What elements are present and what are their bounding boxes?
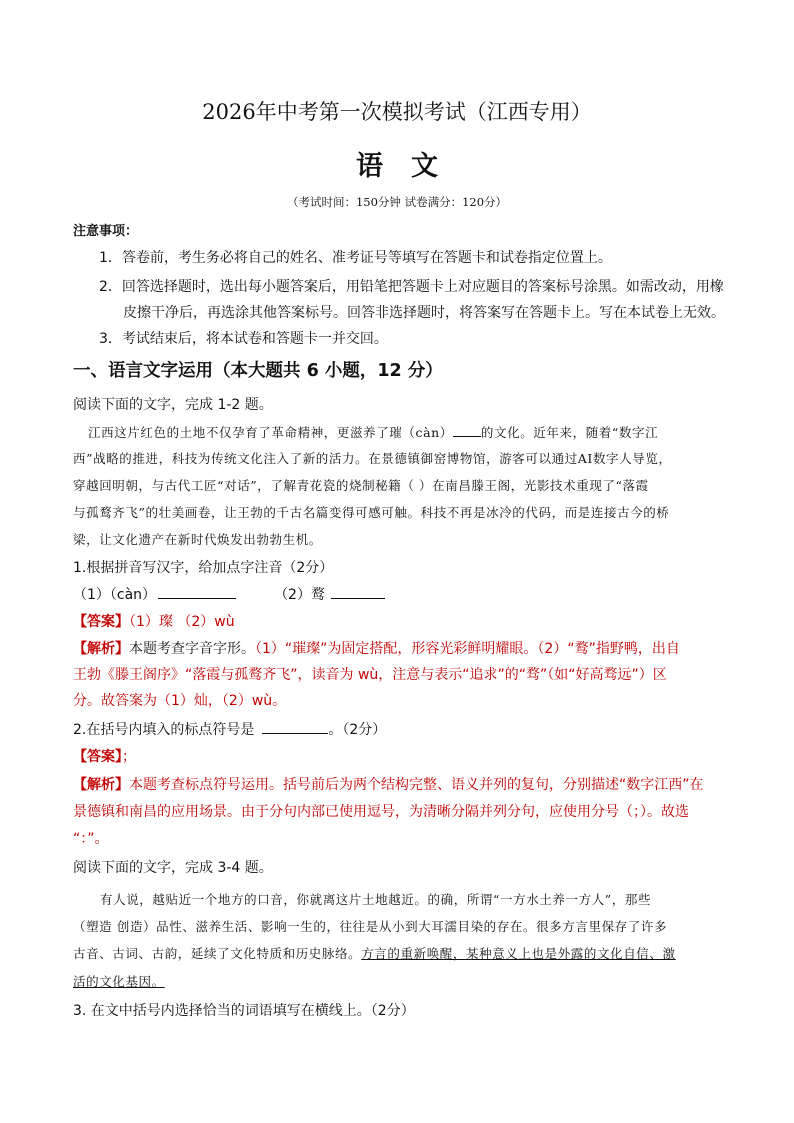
q3-stem: 3. 在文中括号内选择恰当的词语填写在横线上。（2分） xyxy=(73,1003,415,1019)
q1-blank-1 xyxy=(158,586,236,599)
q2-blank xyxy=(262,721,328,734)
section-heading: 一、语言文字运用（本大题共 6 小题，12 分） xyxy=(73,361,443,381)
analysis-label: 【解析】 xyxy=(73,777,129,793)
q1-analysis-line-2: 王勃《滕王阁序》“落霞与孤鹜齐飞”，读音为 wù，注意与表示“追求”的“骛”（如“好高骛远”）区 xyxy=(73,667,667,683)
passage-1-line-2: 西”战略的推进，科技为传统文化注入了新的活力。在景德镇御窑博物馆，游客可以通过AI数字人导览， xyxy=(73,451,672,466)
fill-blank xyxy=(453,424,481,437)
passage-1-line-3: 穿越回明朝，与古代工匠“对话”，了解青花瓷的烧制秘籍（ ）在南昌滕王阁，光影技术重现了“落霞 xyxy=(73,478,649,493)
q1-parts xyxy=(73,584,733,604)
passage-1-line-1 xyxy=(88,423,738,441)
passage-2-line-3-a: 古音、古词、古韵，延续了文化特质和历史脉络。 xyxy=(73,946,362,961)
q2-analysis-line-3: “：”。 xyxy=(73,831,109,847)
q1-part-2: （2）鹜 xyxy=(274,587,325,603)
passage-1-line-1-b: 的文化。近年来，随着“数字江 xyxy=(480,425,659,440)
passage-2-line-4: 活的文化基因。 xyxy=(73,974,165,989)
q1-analysis-a2: （1）“璀璨”为固定搭配，形容光彩鲜明耀眼。（2）“鹜”指野鸭，出自 xyxy=(255,641,680,657)
subject-title: 语文 xyxy=(356,151,466,182)
q2-answer-text: ； xyxy=(122,749,136,765)
notice-item-2-cont: 皮擦干净后，再选涂其他答案标号。回答非选择题时，将答案写在答题卡上。写在本试卷上无效。 xyxy=(123,305,725,321)
q1-stem: 1.根据拼音写汉字，给加点字注音（2分） xyxy=(73,560,334,576)
passage-1-line-5: 梁，让文化遗产在新时代焕发出勃勃生机。 xyxy=(73,532,322,547)
q1-answer-text: （1）璨 （2）wù xyxy=(129,614,235,630)
q1-blank-2 xyxy=(331,586,385,599)
q2-stem-b: 。（2分） xyxy=(328,722,387,738)
q2-stem xyxy=(73,719,733,739)
passage-2-line-1: 有人说，越贴近一个地方的口音，你就离这片土地越近。的确，所谓“一方水土养一方人”，那些 xyxy=(100,892,652,907)
passage-2-line-2: （塑造 创造）品性、滋养生活、影响一生的，往往是从小到大耳濡目染的存在。很多方言里保存了许多 xyxy=(73,919,668,934)
q1-analysis-line-1 xyxy=(73,638,733,658)
q2-analysis-line-1 xyxy=(73,774,733,794)
analysis-label: 【解析】 xyxy=(73,641,129,657)
q2-answer xyxy=(73,746,733,766)
q2-stem-a: 2.在括号内填入的标点符号是 xyxy=(73,722,255,738)
answer-label: 【答案】 xyxy=(73,749,122,765)
q1-part-1: （1）（càn） xyxy=(73,587,157,603)
notice-item-2: 2．回答选择题时，选出每小题答案后，用铅笔把答题卡上对应题目的答案标号涂黑。如需改动，用橡 xyxy=(99,279,724,295)
passage-2-line-3 xyxy=(73,944,723,962)
passage-2-underlined-sentence: 方言的重新唤醒，某种意义上也是外露的文化自信、激 xyxy=(361,946,676,961)
exam-info: （考试时间：150分钟 试卷满分：120分） xyxy=(286,195,508,209)
notice-item-3: 3．考试结束后，将本试卷和答题卡一并交回。 xyxy=(99,331,388,347)
q1-answer xyxy=(73,611,733,631)
passage-1-line-1-a: 江西这片红色的土地不仅孕育了革命精神，更滋养了璀（càn） xyxy=(88,425,453,440)
q1-analysis-line-3: 分。故答案为（1）灿，（2）wù。 xyxy=(73,693,287,709)
passage-1-line-4: 与孤鹜齐飞”的壮美画卷，让王勃的千古名篇变得可感可触。科技不再是冰冷的代码，而是连接古今的桥 xyxy=(73,505,670,520)
reading-intro-2: 阅读下面的文字，完成 3-4 题。 xyxy=(73,860,273,876)
exam-title: 2026年中考第一次模拟考试（江西专用） xyxy=(202,100,592,124)
q2-analysis-line-2: 景德镇和南昌的应用场景。由于分句内部已使用逗号，为清晰分隔并列分句，应使用分号（；）。故选 xyxy=(73,804,689,820)
q2-analysis-a: 本题考查标点符号运用。括号前后为两个结构完整、语义并列的复句，分别描述“数字江西”在 xyxy=(129,777,704,793)
q1-analysis-a1: 本题考查字音字形。 xyxy=(129,641,255,657)
notice-item-1: 1．答卷前，考生务必将自己的姓名、准考证号等填写在答题卡和试卷指定位置上。 xyxy=(99,250,612,266)
reading-intro-1: 阅读下面的文字，完成 1-2 题。 xyxy=(73,397,273,413)
notice-heading: 注意事项： xyxy=(73,224,139,239)
answer-label: 【答案】 xyxy=(73,614,129,630)
